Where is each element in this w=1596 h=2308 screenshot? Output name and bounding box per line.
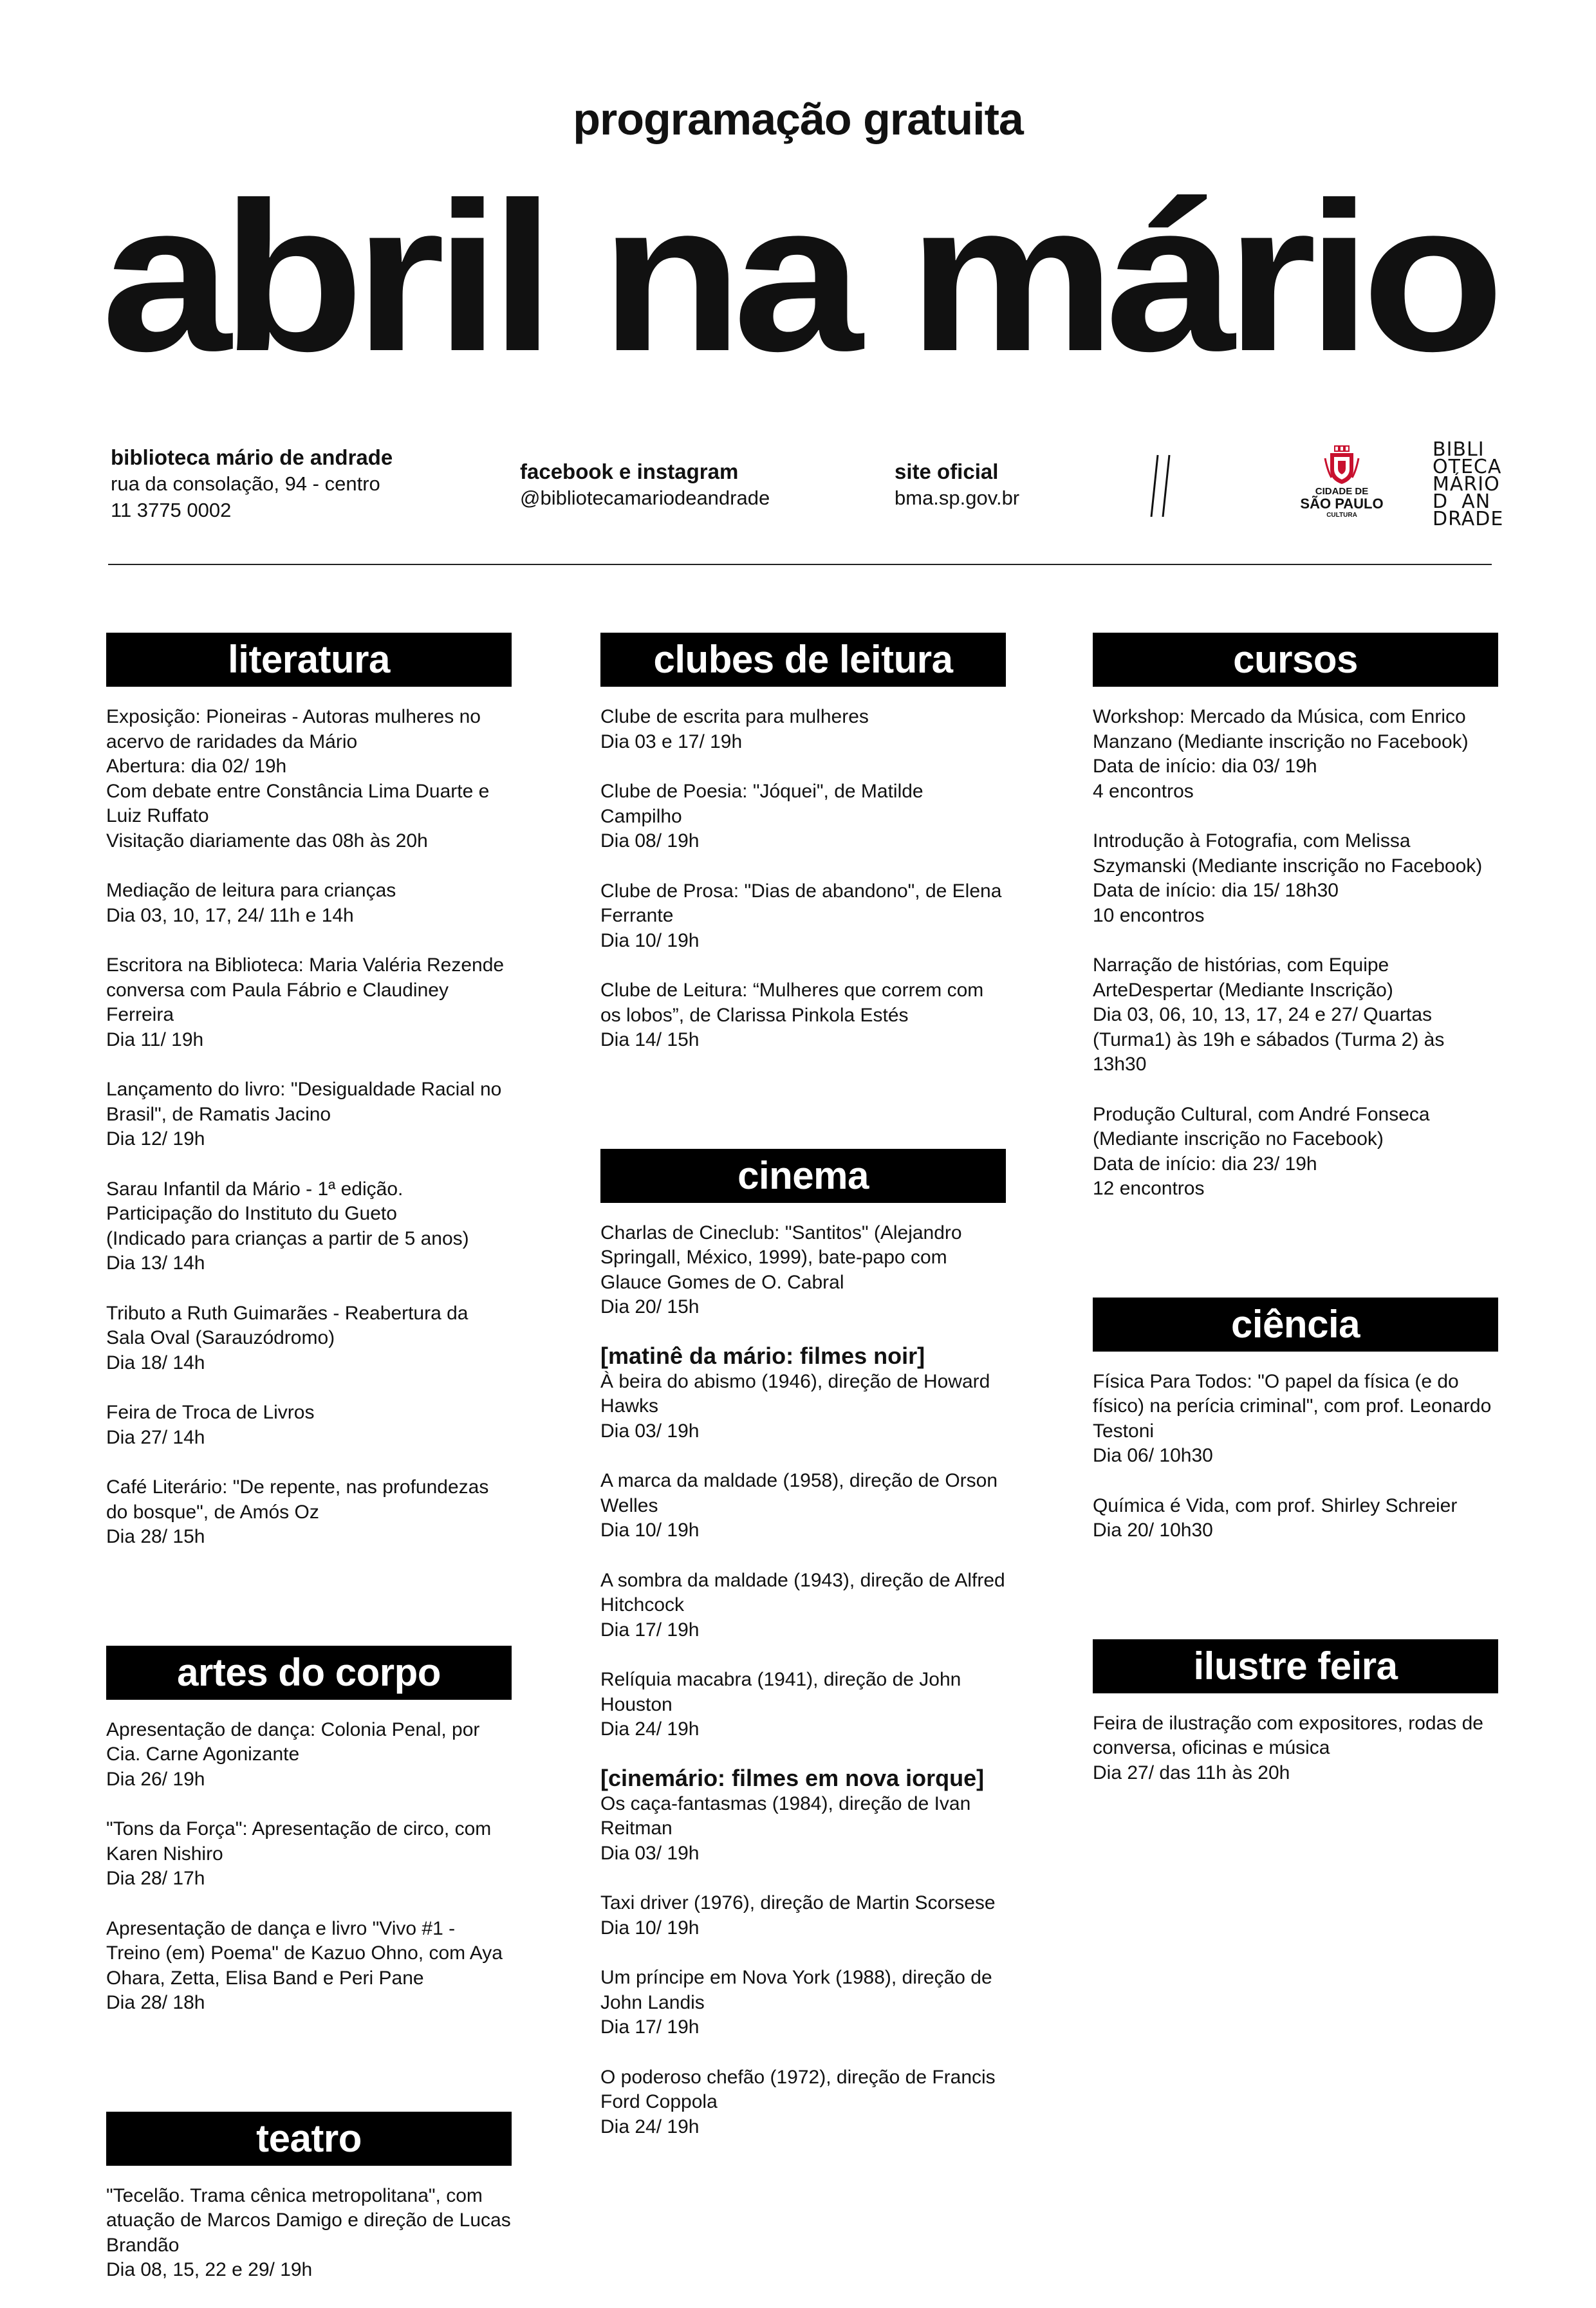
event-title: O poderoso chefão (1972), direção de Francis Ford Coppola xyxy=(600,2066,996,2112)
event-detail: Dia 18/ 14h xyxy=(106,1352,205,1373)
event-item xyxy=(106,1917,512,2016)
event-detail: Dia 20/ 10h30 xyxy=(1093,1520,1213,1541)
event-title: Física Para Todos: "O papel da física (e do físico) na perícia criminal", com prof. Leonardo Testoni xyxy=(1093,1370,1492,1442)
event-detail: Data de início: dia 23/ 19h xyxy=(1093,1153,1317,1175)
event-item xyxy=(106,1177,512,1276)
event-detail: Dia 28/ 15h xyxy=(106,1526,205,1547)
event-detail: Data de início: dia 03/ 19h xyxy=(1093,756,1317,777)
event-detail: Dia 08, 15, 22 e 29/ 19h xyxy=(106,2259,313,2280)
event-title: Um príncipe em Nova York (1988), direção de John Landis xyxy=(600,1967,992,2013)
event-title: Taxi driver (1976), direção de Martin Scorsese xyxy=(600,1892,996,1913)
section xyxy=(106,2112,512,2283)
section-header: cinema xyxy=(600,1149,1006,1203)
event-item xyxy=(1093,953,1498,1077)
event-item xyxy=(106,705,512,853)
event-item xyxy=(106,1718,512,1792)
coat-of-arms-icon xyxy=(1322,445,1361,484)
event-item xyxy=(1093,1103,1498,1202)
event-title: Charlas de Cineclub: "Santitos" (Alejandro Springall, México, 1999), bate-papo com Glauce Gomes de O. Cabral xyxy=(600,1222,962,1293)
event-item xyxy=(106,1077,512,1152)
event-item xyxy=(600,2065,1006,2140)
event-item xyxy=(600,1966,1006,2040)
event-title: Narração de histórias, com Equipe ArteDespertar (Mediante Inscrição) xyxy=(1093,954,1393,1001)
social-info xyxy=(520,458,770,511)
event-item xyxy=(600,705,1006,754)
event-detail: Dia 24/ 19h xyxy=(600,2116,700,2137)
event-title: Clube de Prosa: "Dias de abandono", de Elena Ferrante xyxy=(600,880,1002,926)
city-logo: CIDADE DE SÃO PAULO CULTURA xyxy=(1294,445,1390,529)
event-detail: Dia 08/ 19h xyxy=(600,830,700,852)
event-title: Clube de Leitura: “Mulheres que correm com os lobos”, de Clarissa Pinkola Estés xyxy=(600,980,984,1026)
event-title: "Tons da Força": Apresentação de circo, com Karen Nishiro xyxy=(106,1818,492,1865)
event-detail: (Indicado para crianças a partir de 5 anos) xyxy=(106,1227,469,1249)
event-item xyxy=(600,1343,1006,1444)
event-item xyxy=(600,1765,1006,1866)
section-spacer xyxy=(1093,1227,1498,1298)
event-item xyxy=(600,1469,1006,1543)
event-title: Mediação de leitura para crianças xyxy=(106,880,396,901)
event-detail: Dia 27/ 14h xyxy=(106,1426,205,1448)
event-title: Apresentação de dança: Colonia Penal, por Cia. Carne Agonizante xyxy=(106,1718,480,1765)
event-title: Produção Cultural, com André Fonseca (Mediante inscrição no Facebook) xyxy=(1093,1103,1430,1149)
event-title: À beira do abismo (1946), direção de Howard Hawks xyxy=(600,1370,990,1417)
event-title: Café Literário: "De repente, nas profundezas do bosque", de Amós Oz xyxy=(106,1476,489,1523)
event-title: Feira de Troca de Livros xyxy=(106,1402,315,1423)
event-detail: Dia 28/ 17h xyxy=(106,1868,205,1889)
event-title: Relíquia macabra (1941), direção de John Houston xyxy=(600,1669,961,1715)
section-header: ciência xyxy=(1093,1298,1498,1352)
event-title: A marca da maldade (1958), direção de Orson Welles xyxy=(600,1470,998,1516)
event-detail: Dia 03, 10, 17, 24/ 11h e 14h xyxy=(106,904,354,926)
event-title: Lançamento do livro: "Desigualdade Racial no Brasil", de Ramatis Jacino xyxy=(106,1079,502,1125)
event-detail: Dia 24/ 19h xyxy=(600,1718,700,1740)
slashes-icon xyxy=(1149,454,1174,518)
library-address: rua da consolação, 94 - centro xyxy=(111,472,380,495)
section-header: literatura xyxy=(106,633,512,687)
event-detail: Dia 27/ das 11h às 20h xyxy=(1093,1762,1290,1783)
event-detail: Dia 03/ 19h xyxy=(600,1842,700,1864)
event-title: Exposição: Pioneiras - Autoras mulheres no acervo de raridades da Mário xyxy=(106,706,481,752)
library-logo: BIBLI OTECA MÁRIO D AN DRADE xyxy=(1433,438,1504,530)
event-item xyxy=(600,879,1006,954)
column-right xyxy=(1093,633,1498,1810)
page-title: abril na mário xyxy=(101,158,1495,395)
site-url[interactable]: bma.sp.gov.br xyxy=(895,487,1020,509)
section-header: ilustre feira xyxy=(1093,1639,1498,1693)
event-title: "Tecelão. Trama cênica metropolitana", com atuação de Marcos Damigo e direção de Lucas Brandão xyxy=(106,2184,511,2256)
event-item xyxy=(600,1568,1006,1643)
section xyxy=(600,633,1006,1053)
section xyxy=(600,1149,1006,2140)
event-title: Clube de escrita para mulheres xyxy=(600,706,869,727)
event-detail: Dia 10/ 19h xyxy=(600,929,700,951)
event-detail: Dia 06/ 10h30 xyxy=(1093,1445,1213,1466)
column-middle xyxy=(600,633,1006,2164)
event-detail: 12 encontros xyxy=(1093,1178,1205,1199)
site-label: site oficial xyxy=(895,460,999,483)
section-header: clubes de leitura xyxy=(600,633,1006,687)
event-detail: Dia 13/ 14h xyxy=(106,1252,205,1274)
section-spacer xyxy=(106,1575,512,1646)
section xyxy=(106,1646,512,2016)
social-label: facebook e instagram xyxy=(520,460,739,483)
event-item xyxy=(106,2184,512,2283)
event-item xyxy=(600,1891,1006,1940)
social-handle[interactable]: @bibliotecamariodeandrade xyxy=(520,487,770,509)
column-left xyxy=(106,633,512,2308)
section xyxy=(1093,633,1498,1202)
subtitle: programação gratuita xyxy=(573,94,1023,144)
event-item xyxy=(106,1817,512,1892)
event-item xyxy=(600,779,1006,854)
event-title: Sarau Infantil da Mário - 1ª edição. Participação do Instituto du Gueto xyxy=(106,1178,404,1224)
event-title: A sombra da maldade (1943), direção de Alfred Hitchcock xyxy=(600,1569,1005,1615)
event-item xyxy=(1093,829,1498,928)
event-title: Feira de ilustração com expositores, rodas de conversa, oficinas e música xyxy=(1093,1712,1483,1758)
section-spacer xyxy=(600,1078,1006,1149)
site-info xyxy=(895,458,1019,511)
event-title: Workshop: Mercado da Música, com Enrico Manzano (Mediante inscrição no Facebook) xyxy=(1093,706,1469,752)
event-subhead: [matinê da mário: filmes noir] xyxy=(600,1342,925,1369)
event-detail: Visitação diariamente das 08h às 20h xyxy=(106,830,428,852)
event-title: Introdução à Fotografia, com Melissa Szymanski (Mediante inscrição no Facebook) xyxy=(1093,830,1483,877)
section-header: artes do corpo xyxy=(106,1646,512,1700)
library-phone: 11 3775 0002 xyxy=(111,499,232,521)
section xyxy=(1093,1298,1498,1543)
event-title: Apresentação de dança e livro "Vivo #1 - Treino (em) Poema" de Kazuo Ohno, com Aya Ohara, Zetta, Elisa Band e Peri Pane xyxy=(106,1917,503,1989)
event-title: Clube de Poesia: "Jóquei", de Matilde Campilho xyxy=(600,781,923,827)
section-spacer xyxy=(106,2041,512,2112)
event-detail: Dia 17/ 19h xyxy=(600,1619,700,1641)
event-detail: Com debate entre Constância Lima Duarte e Luiz Ruffato xyxy=(106,780,490,826)
event-item xyxy=(1093,705,1498,804)
section-spacer xyxy=(1093,1568,1498,1639)
event-item xyxy=(600,1221,1006,1320)
section xyxy=(1093,1639,1498,1786)
event-item xyxy=(106,953,512,1052)
event-item xyxy=(1093,1370,1498,1469)
event-detail: Dia 12/ 19h xyxy=(106,1128,205,1149)
library-name: biblioteca mário de andrade xyxy=(111,445,393,469)
event-item xyxy=(106,879,512,928)
section xyxy=(106,633,512,1550)
event-detail: Dia 17/ 19h xyxy=(600,2016,700,2038)
event-item xyxy=(106,1401,512,1450)
event-detail: Data de início: dia 15/ 18h30 xyxy=(1093,880,1339,901)
event-detail: Dia 28/ 18h xyxy=(106,1992,205,2013)
event-detail: 10 encontros xyxy=(1093,904,1205,926)
event-item xyxy=(1093,1494,1498,1543)
event-title: Química é Vida, com prof. Shirley Schreier xyxy=(1093,1494,1458,1516)
event-detail: Dia 03 e 17/ 19h xyxy=(600,731,743,752)
event-item xyxy=(106,1301,512,1376)
event-item xyxy=(600,978,1006,1053)
library-info xyxy=(111,444,393,523)
event-detail: Abertura: dia 02/ 19h xyxy=(106,756,287,777)
event-detail: Dia 14/ 15h xyxy=(600,1029,700,1050)
event-detail: Dia 10/ 19h xyxy=(600,1520,700,1541)
event-detail: Dia 20/ 15h xyxy=(600,1296,700,1317)
event-detail: Dia 03, 06, 10, 13, 17, 24 e 27/ Quartas (Turma1) às 19h e sábados (Turma 2) às 13h30 xyxy=(1093,1004,1445,1075)
event-item xyxy=(1093,1711,1498,1786)
event-detail: Dia 11/ 19h xyxy=(106,1028,204,1050)
section-header: cursos xyxy=(1093,633,1498,687)
event-detail: Dia 10/ 19h xyxy=(600,1917,700,1939)
event-title: Tributo a Ruth Guimarães - Reabertura da Sala Oval (Sarauzódromo) xyxy=(106,1302,469,1348)
event-item xyxy=(106,1475,512,1550)
divider xyxy=(108,564,1492,565)
event-detail: 4 encontros xyxy=(1093,780,1194,802)
section-header: teatro xyxy=(106,2112,512,2166)
event-title: Os caça-fantasmas (1984), direção de Ivan Reitman xyxy=(600,1792,971,1839)
event-detail: Dia 26/ 19h xyxy=(106,1768,205,1790)
event-item xyxy=(600,1668,1006,1742)
event-title: Escritora na Biblioteca: Maria Valéria Rezende conversa com Paula Fábrio e Claudiney Ferreira xyxy=(106,954,505,1025)
event-detail: Dia 03/ 19h xyxy=(600,1420,700,1442)
event-subhead: [cinemário: filmes em nova iorque] xyxy=(600,1764,985,1791)
